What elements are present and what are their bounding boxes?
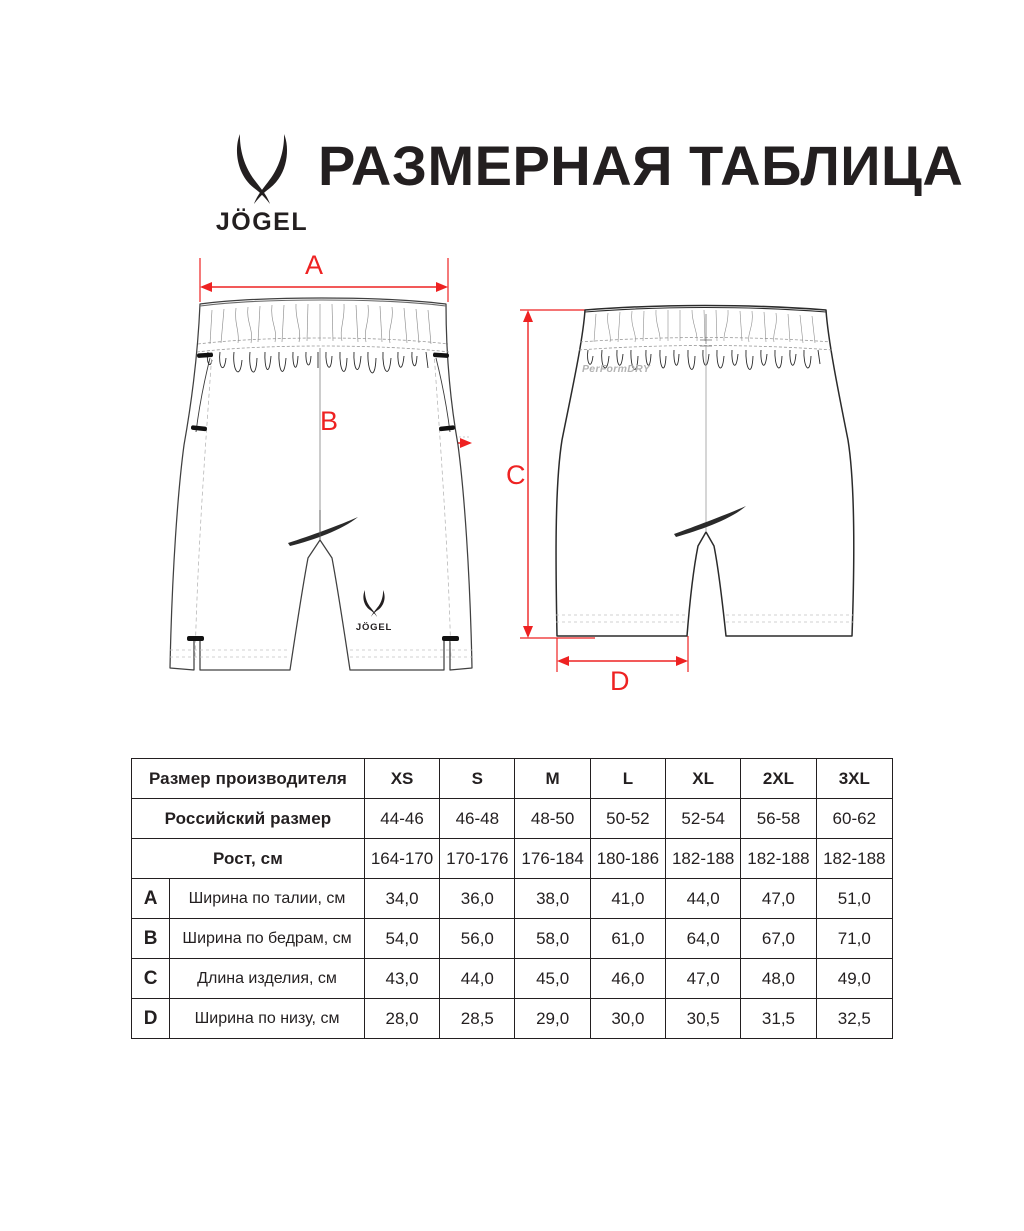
jogel-wishbone-icon (214, 130, 310, 210)
d-3xl: 32,5 (816, 999, 892, 1039)
size-m: M (515, 759, 590, 799)
d-s: 28,5 (440, 999, 515, 1039)
table-row-measurement-b (132, 919, 893, 959)
height-l: 180-186 (590, 839, 665, 879)
a-xl: 44,0 (666, 879, 741, 919)
height-m: 176-184 (515, 839, 590, 879)
d-xl: 30,5 (666, 999, 741, 1039)
page-header (0, 62, 1024, 236)
table-row-manufacturer-size (132, 759, 893, 799)
measurement-desc-b: Ширина по бедрам, см (170, 919, 365, 959)
height-s: 170-176 (440, 839, 515, 879)
shorts-front-view (150, 240, 490, 700)
a-m: 38,0 (515, 879, 590, 919)
size-chart-table (131, 758, 893, 1039)
table-row-height (132, 839, 893, 879)
dimension-a-group (200, 258, 448, 302)
russian-size-s: 46-48 (440, 799, 515, 839)
c-s: 44,0 (440, 959, 515, 999)
d-2xl: 31,5 (741, 999, 816, 1039)
height-2xl: 182-188 (741, 839, 816, 879)
size-l: L (590, 759, 665, 799)
shorts-back-outline (556, 306, 854, 637)
brand-logo (214, 130, 310, 238)
height-xs: 164-170 (364, 839, 439, 879)
dimension-label-c: C (506, 460, 526, 490)
measurement-letter-c: C (132, 959, 170, 999)
size-xl: XL (666, 759, 741, 799)
dimension-label-d: D (610, 666, 630, 696)
c-m: 45,0 (515, 959, 590, 999)
size-xs: XS (364, 759, 439, 799)
russian-size-l: 50-52 (590, 799, 665, 839)
b-xs: 54,0 (364, 919, 439, 959)
b-s: 56,0 (440, 919, 515, 959)
page-title: РАЗМЕРНАЯ ТАБЛИЦА (318, 134, 964, 197)
size-2xl: 2XL (741, 759, 816, 799)
header-label-manufacturer-size: Размер производителя (132, 759, 365, 799)
russian-size-xs: 44-46 (364, 799, 439, 839)
c-xl: 47,0 (666, 959, 741, 999)
b-l: 61,0 (590, 919, 665, 959)
height-xl: 182-188 (666, 839, 741, 879)
measurement-desc-d: Ширина по низу, см (170, 999, 365, 1039)
shorts-back-view (490, 280, 910, 710)
russian-size-m: 48-50 (515, 799, 590, 839)
table-row-russian-size (132, 799, 893, 839)
c-l: 46,0 (590, 959, 665, 999)
size-3xl: 3XL (816, 759, 892, 799)
b-2xl: 67,0 (741, 919, 816, 959)
header-label-height: Рост, см (132, 839, 365, 879)
a-l: 41,0 (590, 879, 665, 919)
b-3xl: 71,0 (816, 919, 892, 959)
d-l: 30,0 (590, 999, 665, 1039)
table-row-measurement-d (132, 999, 893, 1039)
shorts-front-svg (150, 240, 490, 700)
shorts-back-svg (490, 280, 910, 710)
b-xl: 64,0 (666, 919, 741, 959)
dimension-label-b: B (320, 406, 339, 436)
height-3xl: 182-188 (816, 839, 892, 879)
russian-size-xl: 52-54 (666, 799, 741, 839)
measurement-desc-c: Длина изделия, см (170, 959, 365, 999)
a-2xl: 47,0 (741, 879, 816, 919)
a-3xl: 51,0 (816, 879, 892, 919)
c-xs: 43,0 (364, 959, 439, 999)
b-m: 58,0 (515, 919, 590, 959)
a-s: 36,0 (440, 879, 515, 919)
russian-size-2xl: 56-58 (741, 799, 816, 839)
shorts-front-outline (170, 298, 472, 670)
measurement-letter-b: B (132, 919, 170, 959)
measurement-letter-d: D (132, 999, 170, 1039)
header-label-russian-size: Российский размер (132, 799, 365, 839)
d-m: 29,0 (515, 999, 590, 1039)
size-chart-table-container (131, 758, 893, 1039)
table-row-measurement-c (132, 959, 893, 999)
brand-wordmark: JÖGEL (215, 208, 309, 236)
svg-text:JÖGEL: JÖGEL (355, 622, 393, 633)
size-s: S (440, 759, 515, 799)
russian-size-3xl: 60-62 (816, 799, 892, 839)
measurement-letter-a: A (132, 879, 170, 919)
performdry-text: PerFormDRY (582, 363, 651, 375)
c-3xl: 49,0 (816, 959, 892, 999)
a-xs: 34,0 (364, 879, 439, 919)
table-row-measurement-a (132, 879, 893, 919)
measurement-desc-a: Ширина по талии, см (170, 879, 365, 919)
c-2xl: 48,0 (741, 959, 816, 999)
technical-drawings (0, 240, 1024, 710)
dimension-label-a: A (305, 250, 324, 280)
d-xs: 28,0 (364, 999, 439, 1039)
